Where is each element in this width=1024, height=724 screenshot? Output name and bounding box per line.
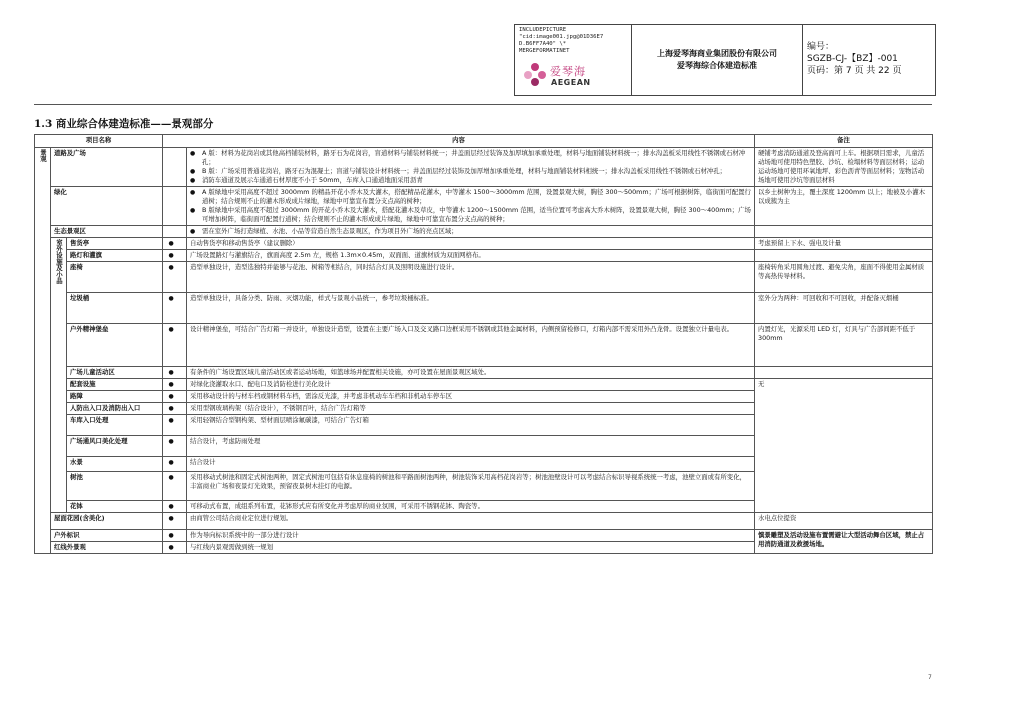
content-cell: 造型单独设计，造型选独特并能够与花池、树箱等相结合，同时结合灯具及照明设施进行设计。 xyxy=(187,262,755,293)
item-label: 生态景观区 xyxy=(51,226,163,238)
table-row xyxy=(35,238,933,250)
document-header xyxy=(514,24,936,96)
bullet-icon xyxy=(169,473,181,481)
item-label: 人防出入口及消防出入口 xyxy=(67,403,163,415)
content-cell: 自动售货亭和移动售货亭（建议删除） xyxy=(187,238,755,250)
content-cell: 采用移动式树池和固定式树池两种，固定式树池可包括有休息座椅的树池和平路面树池两种，树池装饰采用高档花岗岩等；树池池壁设计可以考虑结合标识导视系统统一考虑，池壁立面或有所变化，丰富商业广场和夜景灯光效果，预留夜景树木挂灯的电源。 xyxy=(187,472,755,501)
bullet-icon xyxy=(169,392,181,400)
bullet-icon xyxy=(169,251,181,259)
bullet-cell xyxy=(163,436,187,457)
content-cell: 结合设计，考虑防雨处理 xyxy=(187,436,755,457)
bullet-cell xyxy=(163,238,187,250)
bullet-cell xyxy=(163,457,187,472)
item-label: 绿化 xyxy=(51,187,163,226)
table-row-green xyxy=(35,187,933,226)
page-info: 页码：第 7 页 共 22 页 xyxy=(807,66,902,76)
table-header-row xyxy=(35,135,933,148)
content-cell: 有条件的广场设置区域儿童活动区或者运动场地，如篮球场并配置相关设施，亦可设置在屋面景观区域处。 xyxy=(187,367,755,379)
bullet-icon xyxy=(169,502,181,510)
bullet-icon xyxy=(169,263,181,271)
list-item: ● A 版：材料为花岗岩或其他高档铺装材料，路牙石为花岗岩，盲道材料与铺装材料统一；井盖面层经过装饰及加厚填加承重处理，材料与地面铺装材料统一；排水沟盖板采用线性不锈钢或石材冲孔； xyxy=(190,149,751,167)
content-cell: 造型单独设计，具备分类、防雨、灭烟功能，样式与景观小品统一，参考垃圾桶标准。 xyxy=(187,293,755,324)
item-label: 路灯和灌旗 xyxy=(67,250,163,262)
table-row xyxy=(35,530,933,542)
logo-chinese-name: 爱琴海 xyxy=(550,65,586,78)
content-cell: 作为导向标识系统中的一部分进行设计 xyxy=(187,530,755,542)
bullet-cell xyxy=(163,472,187,501)
bullet-cell xyxy=(163,367,187,379)
note-cell: 室外分为两种：可回收和不可回收，并配备灭烟桶 xyxy=(755,293,933,324)
bullet-cell xyxy=(163,513,187,530)
note-cell: 内置灯光，光源采用 LED 灯，灯具与广告部间距不低于 300mm xyxy=(755,324,933,367)
item-label: 水景 xyxy=(67,457,163,472)
header-title-cell xyxy=(632,25,803,95)
bullet-icon xyxy=(169,437,181,445)
bullet-cell xyxy=(163,324,187,367)
category-label: 景观 xyxy=(39,149,47,162)
item-label: 座椅 xyxy=(67,262,163,293)
table-row xyxy=(35,367,933,379)
item-label: 户外精神堡垒 xyxy=(67,324,163,367)
bullet-cell xyxy=(163,501,187,513)
note-cell xyxy=(755,250,933,262)
list-item: ● B 版：广场采用普通花岗岩，路牙石为混凝土；盲道与铺装设计材料统一；井盖面层经过装饰及加厚增加承重处理，材料与地面铺装材料相统一；排水沟盖板采用线性不锈钢或石材冲孔； xyxy=(190,167,751,176)
bullet-icon xyxy=(169,531,181,539)
content-cell: 可移动式布置，成组系列布置，花钵形式应有所变化并考虑厚的商业氛围，可采用不锈钢花钵、陶瓷等。 xyxy=(187,501,755,513)
note-cell xyxy=(755,367,933,379)
bullet-icon xyxy=(169,294,181,302)
table-row xyxy=(35,324,933,367)
table-row xyxy=(35,262,933,293)
bullet-icon xyxy=(169,416,181,424)
landscape-standard-table xyxy=(34,134,933,554)
list-item: ● 需在室外广场打造绿植、水池、小品等营造自然生态景观区，作为项目外广场的亮点区域； xyxy=(190,227,751,236)
item-label: 路障 xyxy=(67,391,163,403)
document-code: SGZB-CJ-【BZ】-001 xyxy=(807,54,898,64)
header-divider xyxy=(34,104,932,105)
page-number: 7 xyxy=(928,674,932,681)
item-label: 树池 xyxy=(67,472,163,501)
table-row-eco xyxy=(35,226,933,238)
table-row xyxy=(35,513,933,530)
header-item-name: 项目名称 xyxy=(35,135,163,148)
bullet-icon xyxy=(169,380,181,388)
item-label: 配套设施 xyxy=(67,379,163,391)
facilities-group-text: 室外设施及小品 xyxy=(55,239,63,284)
item-label: 屋面花园(含美化) xyxy=(51,513,163,530)
logo-cell xyxy=(515,25,632,95)
bullet-icon xyxy=(169,404,181,412)
note-cell: 硬铺考虑消防通道及登高面可上车。根据项目需求，儿童活动场地可使用特色塑胶、沙坑、检塌材料等面层材料；运动运动场地可使用环氧地坪、彩色沥青等面层材料；宠物活动场地可使用沙坑等面层材料 xyxy=(755,148,933,187)
item-label: 广场通风口美化处理 xyxy=(67,436,163,457)
bullet-icon xyxy=(169,325,181,333)
note-cell: 水电点位提资 xyxy=(755,513,933,530)
content-cell: 结合设计 xyxy=(187,457,755,472)
table-row-road xyxy=(35,148,933,187)
list-item: ● 消防车通道及展示车通道石材厚度不小于 50mm，车库入口通道地面采用沥青 xyxy=(190,176,751,185)
aegean-logo-icon xyxy=(522,61,548,87)
bullet-icon xyxy=(169,368,181,376)
bullet-icon xyxy=(169,239,181,247)
bullet-cell xyxy=(163,293,187,324)
content-cell xyxy=(187,187,755,226)
note-cell: 慎景雕塑及活动设施布置需避让大型活动舞台区域，禁止占用消防通道及救援场地。 xyxy=(755,530,933,554)
note-cell: 无 xyxy=(755,379,933,513)
note-cell: 考虑预留上下水、强电及计量 xyxy=(755,238,933,250)
bullet-cell xyxy=(163,542,187,554)
item-label: 售货亭 xyxy=(67,238,163,250)
bullet-cell xyxy=(163,391,187,403)
content-cell: 采用型钢玻璃构架（结合设计），不锈钢百叶，结合广告灯箱等 xyxy=(187,403,755,415)
bullet-cell xyxy=(163,403,187,415)
list-item: ● A 版绿地中采用高度不超过 3000mm 的精品开花小乔木及大灌木，搭配精品花灌木，中等灌木 1500～3000mm 范围，设置景观大树，胸径 300～500mm；广场可根据树阵，临街面可配置行道树；结合规则不止的灌木形成成片绿地，绿地中可靠宣布置分支点高的树种； xyxy=(190,188,751,206)
table-row xyxy=(35,293,933,324)
bullet-icon xyxy=(169,458,181,466)
include-picture-field-code: INCLUDEPICTURE "cid:image001.jpg@01D36E7 D.B6FF7A40" \* MERGEFORMATINET xyxy=(519,27,604,54)
bullet-cell xyxy=(163,379,187,391)
bullet-icon xyxy=(169,543,181,551)
bullet-cell xyxy=(163,187,187,226)
category-landscape xyxy=(35,148,51,554)
content-cell: 采用移动设计的与材车档或钢材料车档，需涂反光漆，并考虑非机动车车档和非机动车停车区 xyxy=(187,391,755,403)
note-cell: 以乡土树种为主，覆土深度 1200mm 以上；地被及小灌木以成簇为主 xyxy=(755,187,933,226)
header-note: 备注 xyxy=(755,135,933,148)
code-label: 编号： xyxy=(807,42,835,52)
item-label: 垃圾桶 xyxy=(67,293,163,324)
content-cell: 设计精神堡垒，可结合广告灯箱一并设计，单独设计造型，设置在主要广场入口及交叉路口边框采用不锈钢或其他金属材料，内侧预留检修口，灯箱内部不需采用外凸龙骨。设置独立计量电表。 xyxy=(187,324,755,367)
bullet-icon xyxy=(169,514,181,522)
bullet-cell xyxy=(163,530,187,542)
bullet-cell xyxy=(163,148,187,187)
header-content: 内容 xyxy=(163,135,755,148)
facilities-group-label xyxy=(51,238,67,513)
header-code-cell xyxy=(807,41,935,77)
content-cell xyxy=(187,148,755,187)
item-label: 花钵 xyxy=(67,501,163,513)
content-cell: 由商管公司结合商业定位进行规划。 xyxy=(187,513,755,530)
note-cell: 座椅转角采用圆角过渡、避免尖角，座面不得使用金属材质等高热传导材料。 xyxy=(755,262,933,293)
document-title: 爱琴海综合体建造标准 xyxy=(677,61,757,70)
content-cell: 对绿化浇灌取水口、配电口及消防栓进行美化设计 xyxy=(187,379,755,391)
item-label: 户外标识 xyxy=(51,530,163,542)
bullet-cell xyxy=(163,415,187,436)
table-row xyxy=(35,379,933,391)
content-cell: 采用轻钢结合型钢构架、型材面层喷涂氟碳漆，可结合广告灯箱 xyxy=(187,415,755,436)
content-cell: 广场设置路灯与灌旗结合，旗面高度 2.5m 左，规格 1.3m×0.45m，双面面、道旗材质为双面网格布。 xyxy=(187,250,755,262)
bullet-cell xyxy=(163,226,187,238)
content-cell xyxy=(187,226,755,238)
item-label: 道路及广场 xyxy=(51,148,163,187)
note-cell xyxy=(755,226,933,238)
table-row xyxy=(35,250,933,262)
item-label: 广场儿童活动区 xyxy=(67,367,163,379)
section-title: 1.3 商业综合体建造标准——景观部分 xyxy=(34,118,214,130)
content-cell: 与红线内景观需做到统一规划 xyxy=(187,542,755,554)
list-item: ● B 版绿地中采用高度不超过 3000mm 的开花小乔木及大灌木，搭配花灌木及草皮，中等灌木 1200～1500mm 范围，适当位置可考虑高大乔木树阵，设置景观大树，胸径 300～400mm；广场可增加树阵，临街面可配置行道树；结合规则不止的灌木形成成片绿地，绿地中可靠宣布置分支点高的树种； xyxy=(190,206,751,224)
logo-english-name: AEGEAN xyxy=(551,78,591,87)
bullet-cell xyxy=(163,250,187,262)
bullet-cell xyxy=(163,262,187,293)
item-label: 红线外景观 xyxy=(51,542,163,554)
company-name: 上海爱琴海商业集团股份有限公司 xyxy=(657,49,777,58)
item-label: 车库入口处理 xyxy=(67,415,163,436)
